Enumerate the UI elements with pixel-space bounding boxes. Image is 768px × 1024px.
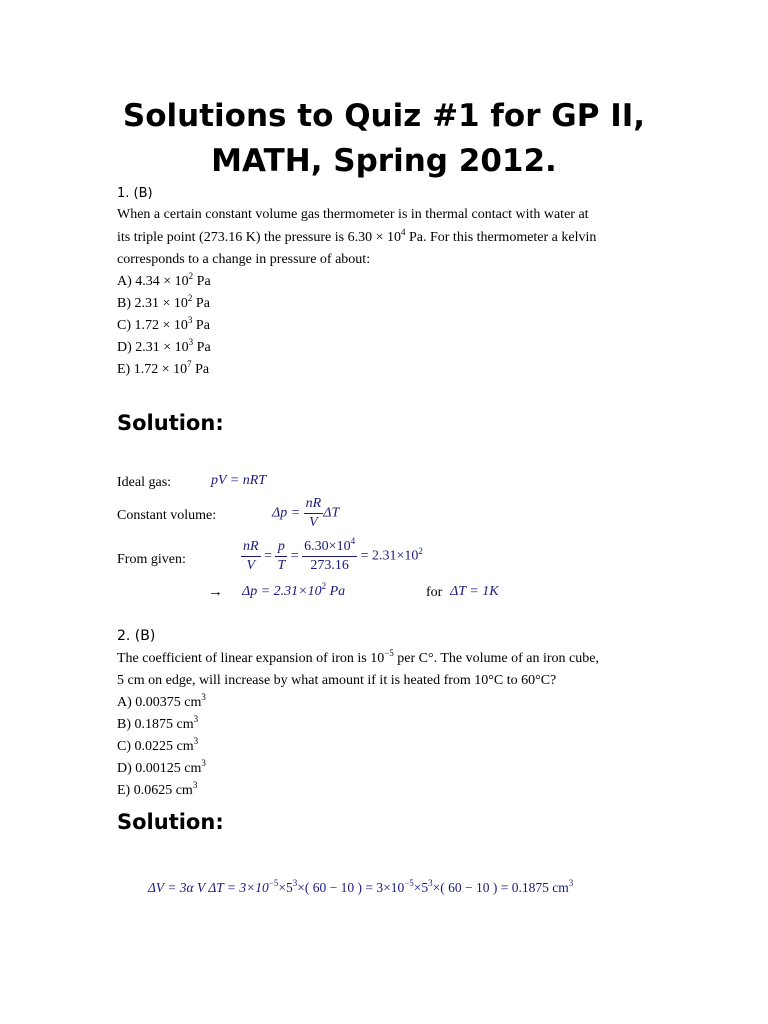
question-2-text-line-2: 5 cm on edge, will increase by what amount if it is heated from 10°C to 60°C? [117, 673, 557, 688]
question-2-option-b: B) 0.1875 $cm^3$ [117, 714, 199, 732]
ideal-gas-equation: pV = nRT [211, 473, 267, 488]
constant-volume-label: Constant volume: [117, 508, 217, 523]
ideal-gas-label: Ideal gas: [117, 475, 172, 490]
question-1-option-e: E) $1.72 \times 10^7$ Pa [117, 359, 210, 377]
question-1-number: 1. (B) [117, 186, 153, 201]
question-2-option-c: C) 0.0225 $cm^3$ [117, 736, 199, 754]
question-2-text-line-1: The coefficient of linear expansion of iron is $10^{-5}$ per C°. The volume of an iron cube, [117, 648, 599, 666]
from-given-label: From given: [117, 552, 186, 567]
question-2-number: 2. (B) [117, 628, 156, 644]
volume-change-equation: ΔV = 3α V $\Delta T = 3\times 10^{-5}\times 5^3\times$( 60 − 10 ) = $3\times 10^{-5}\times 5^3\times$( 60 − 10 ) = 0.1875 $cm^3$ [148, 878, 574, 895]
pressure-result-equation: $\Delta p = 2.31\times 10^2$ Pa [242, 581, 346, 599]
question-2-option-e: E) 0.0625 $cm^3$ [117, 780, 198, 798]
constant-volume-equation: Δp = $\frac{nR}{V}$ ΔT [272, 496, 340, 530]
question-1-text-line-3: corresponds to a change in pressure of about: [117, 252, 371, 267]
question-1-option-b: B) $2.31 \times 10^2$ Pa [117, 293, 210, 311]
question-1-option-d: D) $2.31 \times 10^3$ Pa [117, 337, 211, 355]
question-1-option-c: C) $1.72 \times 10^3$ Pa [117, 315, 210, 333]
for-label: for [426, 585, 443, 600]
question-2-option-a: A) 0.00375 $cm^3$ [117, 692, 206, 710]
question-1-text-line-1: When a certain constant volume gas thermometer is in thermal contact with water at [117, 207, 589, 222]
from-given-equation: $\frac{nR}{V}$ = $\frac{p}{T}$ = $\frac{6.30\times 10^4}{273.16}$ = $2.31\times 10^2$ [243, 536, 423, 573]
solution-1-heading: Solution: [117, 411, 224, 435]
solution-2-heading: Solution: [117, 810, 224, 834]
page-title-line-2: MATH, Spring 2012. [211, 143, 557, 179]
question-1-option-a: A) $4.34 \times 10^2$ Pa [117, 271, 211, 289]
implies-arrow: → [208, 584, 223, 600]
question-1-text-line-2: its triple point (273.16 K) the pressure is $6.30 \times 10^4$ Pa. For this thermometer a kelvin [117, 227, 597, 245]
page-title-line-1: Solutions to Quiz #1 for GP II, [122, 98, 646, 134]
delta-t-equation: ΔT = 1K [450, 584, 499, 599]
question-2-option-d: D) 0.00125 $cm^3$ [117, 758, 206, 776]
